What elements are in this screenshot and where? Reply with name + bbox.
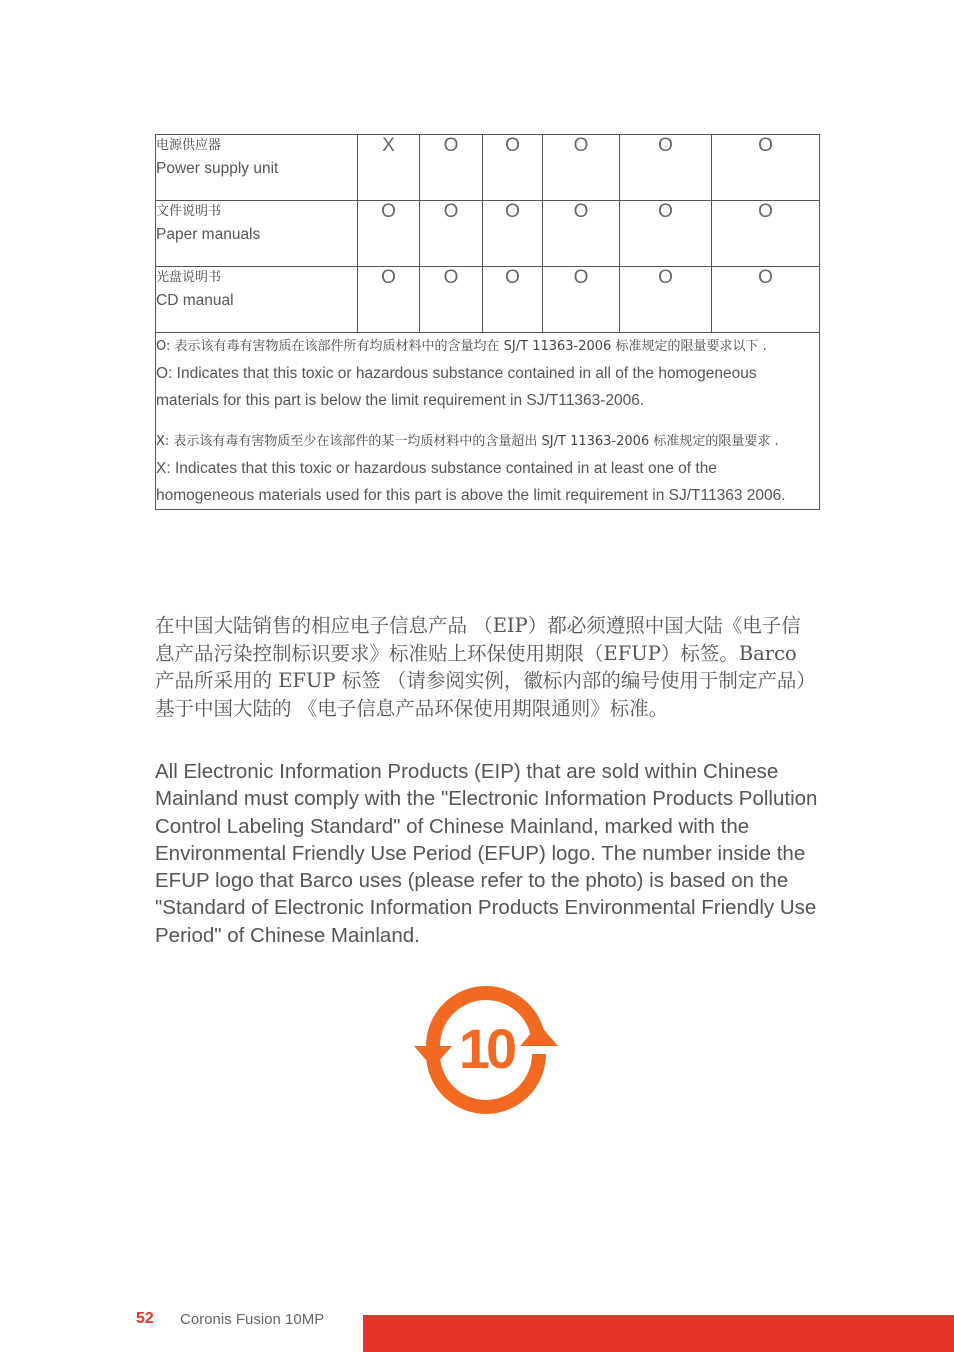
value-cell: O <box>543 201 620 267</box>
table-row <box>156 135 820 201</box>
notes-cell <box>156 333 820 510</box>
part-name-en: CD manual <box>156 292 234 309</box>
part-name-cell <box>156 201 358 267</box>
note-x-en: X: Indicates that this toxic or hazardous substance contained in at least one of the homogeneous materials used for this part is above the limit requirement in SJ/T11363 2006. <box>156 460 786 504</box>
value-cell: O <box>358 201 420 267</box>
part-name-zh: 文件说明书 <box>156 204 222 219</box>
part-name-zh: 电源供应器 <box>156 138 222 153</box>
table-row <box>156 267 820 333</box>
note-x-zh: X: 表示该有毒有害物质至少在该部件的某一均质材料中的含量超出 SJ/T 11363-2006 标准规定的限量要求 . <box>156 434 779 449</box>
value-cell: O <box>712 135 820 201</box>
footer-product-title: Coronis Fusion 10MP <box>180 1311 325 1328</box>
value-cell: O <box>420 201 483 267</box>
efup-arrow-right <box>520 1024 558 1046</box>
part-name-cell <box>156 135 358 201</box>
part-name-en: Paper manuals <box>156 226 261 243</box>
value-cell: O <box>483 201 543 267</box>
table-notes-row <box>156 333 820 510</box>
value-cell: O <box>483 267 543 333</box>
page-number: 52 <box>136 1310 154 1327</box>
note-o-en: O: Indicates that this toxic or hazardous substance contained in all of the homogeneous materials for this part is below the limit requirement in SJ/T11363-2006. <box>156 365 757 409</box>
efup-paragraph-en: All Electronic Information Products (EIP) that are sold within Chinese Mainland must comply with the "Electronic Information Products Pollution Control Labeling Standard" of Chinese Mainland, marked with the Environmental Friendly Use Period (EFUP) logo. The number inside the EFUP logo that Barco uses (please refer to the photo) is based on the "Standard of Electronic Information Products Environmental Friendly Use Period" of Chinese Mainland. <box>155 760 818 947</box>
part-name-zh: 光盘说明书 <box>156 270 222 285</box>
value-cell: O <box>620 135 712 201</box>
footer-accent-bar <box>363 1315 954 1352</box>
value-cell: O <box>483 135 543 201</box>
value-cell: X <box>358 135 420 201</box>
note-o-zh: O: 表示该有毒有害物质在该部件所有均质材料中的含量均在 SJ/T 11363-2006 标准规定的限量要求以下 . <box>156 339 767 354</box>
value-cell: O <box>358 267 420 333</box>
part-name-en: Power supply unit <box>156 160 279 177</box>
value-cell: O <box>543 267 620 333</box>
table-row <box>156 201 820 267</box>
efup-arrow-left <box>414 1046 452 1068</box>
part-name-cell <box>156 267 358 333</box>
value-cell: O <box>620 201 712 267</box>
efup-logo-number: 10 <box>458 1017 514 1080</box>
value-cell: O <box>420 267 483 333</box>
value-cell: O <box>420 135 483 201</box>
note-spacer <box>156 414 819 428</box>
value-cell: O <box>712 267 820 333</box>
efup-paragraph-zh: 在中国大陆销售的相应电子信息产品 （EIP）都必须遵照中国大陆《电子信息产品污染控制标识要求》标准贴上环保使用期限（EFUP）标签。Barco 产品所采用的 EFUP 标签 （请参阅实例，徽标内部的编号使用于制定产品）基于中国大陆的 《电子信息产品环保使用期限通则》标准。 <box>155 614 816 720</box>
hazardous-substance-table <box>155 134 820 510</box>
value-cell: O <box>543 135 620 201</box>
value-cell: O <box>712 201 820 267</box>
efup-logo-icon <box>412 984 560 1114</box>
value-cell: O <box>620 267 712 333</box>
